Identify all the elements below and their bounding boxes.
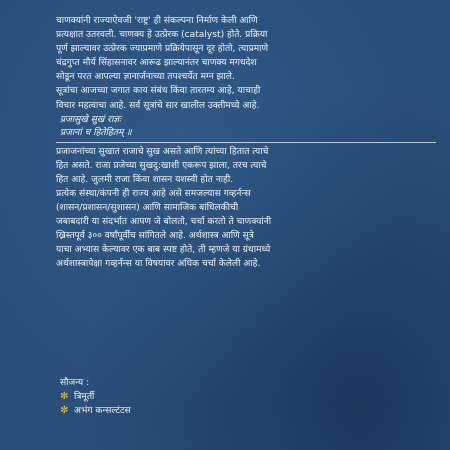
text-line: पूर्ण झाल्यावर उत्प्रेरक ज्याप्रमाणे प्रक्रियेपासून दूर होतो, त्याप्रमाणे bbox=[56, 44, 269, 55]
flower-icon: ✼ bbox=[60, 405, 69, 416]
quote-divider bbox=[56, 142, 436, 143]
credit-name: अभंग कन्सल्टंटस bbox=[74, 406, 131, 416]
credit-name: त्रिमूर्ती bbox=[74, 392, 95, 402]
paragraph-rashtra bbox=[56, 14, 420, 113]
flower-icon: ✼ bbox=[60, 391, 69, 402]
text-line: (शासन/प्रशासन/सुशासन) आणि सामाजिक बांधिलकीची bbox=[56, 203, 239, 214]
text-line: प्रत्येक संस्था/कंपनी ही राज्य आहे असे समजल्यास गव्हर्नन्स bbox=[56, 188, 251, 199]
text-line: हित आहे. जुलमी राजा किंवा शासन यशस्वी होत नाही. bbox=[56, 174, 234, 185]
paragraph-praja bbox=[56, 145, 420, 187]
text-line: हित असते. राजा प्रजेच्या सुखदु:खाशी एकरूप झाला, तरच त्याचे bbox=[56, 160, 267, 171]
text-line: सूत्रांचा आजच्या जगात काय संबंध किंवा तारतम्य आहे, याचाही bbox=[56, 86, 261, 97]
sanskrit-quote bbox=[56, 114, 420, 141]
text-line: याचा अभ्यास केल्यावर एक बाब स्पष्ट होते, ती म्हणजे या ग्रंथामध्ये bbox=[56, 245, 271, 256]
text-line: प्रजाजनांच्या सुखात राजाचे सुख असते आणि त्यांच्या हितात त्याचे bbox=[56, 146, 269, 157]
credit-item bbox=[60, 404, 131, 418]
credits-section bbox=[60, 376, 131, 418]
text-line: अर्थशास्त्रापेक्षा गव्हर्नन्स या विषयावर अधिक चर्चा केलेली आहे. bbox=[56, 259, 261, 270]
text-line: ख्रिस्तपूर्व ३०० वर्षांपूर्वीच सांगितले आहे. अर्थशास्त्र आणि सूत्रे bbox=[56, 231, 254, 242]
credit-item bbox=[60, 390, 131, 404]
text-line: प्रत्यक्षात उतरवली. चाणक्य हे उत्प्रेरक (catalyst) होते. प्रक्रिया bbox=[56, 30, 268, 41]
text-line: सोडून परत आपल्या ज्ञानार्जनाच्या तपश्चर्येत मग्न झाले. bbox=[56, 72, 235, 83]
paragraph-governance bbox=[56, 187, 420, 272]
quote-line: प्रजासुखे सुखं राज्ञः bbox=[60, 114, 121, 125]
quote-line: प्रजानां च हितेहितम् ॥ bbox=[60, 128, 132, 139]
text-line: विचार महत्वाचा आहे. सर्व सूत्रांचे सार खालील उक्तीमध्ये आहे. bbox=[56, 100, 260, 111]
credits-heading: सौजन्य : bbox=[60, 378, 90, 388]
text-line: चाणक्यांनी राज्याऐवजी 'राष्ट्र' ही संकल्पना निर्माण केली आणि bbox=[56, 16, 258, 26]
text-line: जबाबदारी या संदर्भात आपण जे बोलतो, चर्चा करतो ते चाणक्यांनी bbox=[56, 217, 272, 228]
text-line: चंद्रगुप्त मौर्य सिंहासनावर आरूढ झाल्यानंतर चाणक्य मगधदेश bbox=[56, 58, 257, 69]
